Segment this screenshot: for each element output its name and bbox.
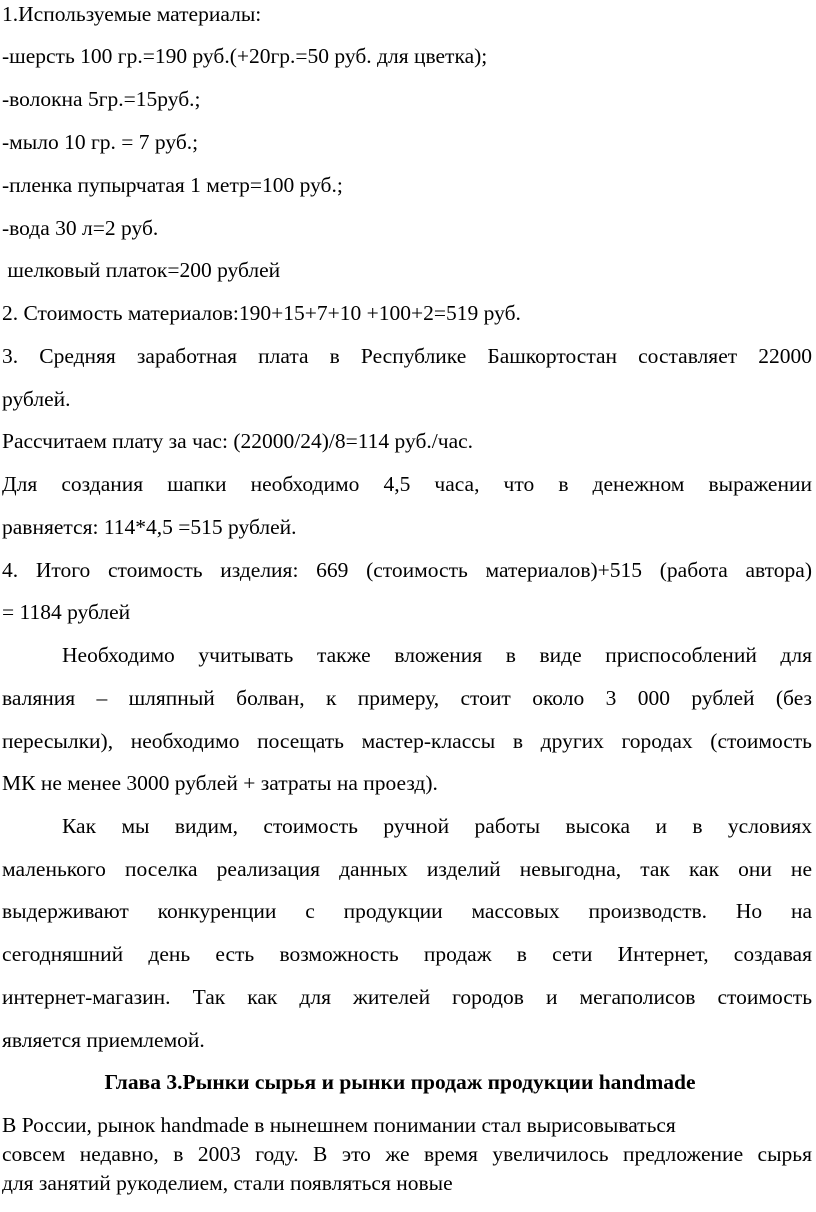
cost-paragraph-line-2: маленького поселка реализация данных изделий невыгодна, так как они не <box>2 857 812 881</box>
chapter-3-line-2: совсем недавно, в 2003 году. В это же время увеличилось предложение сырья <box>2 1142 812 1166</box>
material-item-soap: -мыло 10 гр. = 7 руб.; <box>2 130 199 154</box>
salary-line-1: 3. Средняя заработная плата в Республике Башкортостан составляет 22000 <box>2 344 812 368</box>
hat-time-line-2: равняется: 114*4,5 =515 рублей. <box>2 515 297 539</box>
material-item-wool: -шерсть 100 гр.=190 руб.(+20гр.=50 руб. для цветка); <box>2 44 488 68</box>
tools-paragraph-line-3: пересылки), необходимо посещать мастер-классы в других городах (стоимость <box>2 729 812 753</box>
cost-paragraph-line-3: выдерживают конкуренции с продукции массовых производств. Но на <box>2 899 812 923</box>
tools-paragraph-line-2: валяния – шляпный болван, к примеру, стоит около 3 000 рублей (без <box>2 686 812 710</box>
hourly-rate-line: Рассчитаем плату за час: (22000/24)/8=114 руб./час. <box>2 429 474 453</box>
cost-paragraph-line-4: сегодняшний день есть возможность продаж в сети Интернет, создавая <box>2 942 812 966</box>
total-cost-line-2: = 1184 рублей <box>2 600 131 624</box>
material-item-fibers: -волокна 5гр.=15руб.; <box>2 87 201 111</box>
salary-line-2: рублей. <box>2 387 71 411</box>
materials-cost-line: 2. Стоимость материалов:190+15+7+10 +100+2=519 руб. <box>2 301 521 325</box>
material-item-bubble-film: -пленка пупырчатая 1 метр=100 руб.; <box>2 173 343 197</box>
cost-paragraph-line-5: интернет-магазин. Так как для жителей городов и мегаполисов стоимость <box>2 985 812 1009</box>
tools-paragraph-line-1: Необходимо учитывать также вложения в виде приспособлений для <box>62 643 812 667</box>
material-item-water: -вода 30 л=2 руб. <box>2 216 159 240</box>
cost-paragraph-line-6: является приемлемой. <box>2 1028 205 1052</box>
materials-title: 1.Используемые материалы: <box>2 2 262 26</box>
tools-paragraph-line-4: МК не менее 3000 рублей + затраты на проезд). <box>2 771 438 795</box>
hat-time-line-1: Для создания шапки необходимо 4,5 часа, что в денежном выражении <box>2 472 812 496</box>
cost-paragraph-line-1: Как мы видим, стоимость ручной работы высока и в условиях <box>62 814 812 838</box>
total-cost-line-1: 4. Итого стоимость изделия: 669 (стоимость материалов)+515 (работа автора) <box>2 558 812 582</box>
material-item-silk-scarf: шелковый платок=200 рублей <box>2 258 281 282</box>
chapter-3-heading: Глава 3.Рынки сырья и рынки продаж продукции handmade <box>104 1070 696 1094</box>
chapter-3-line-1: В России, рынок handmade в нынешнем понимании стал вырисовываться <box>2 1113 676 1137</box>
chapter-3-line-3: для занятий рукоделием, стали появляться новые <box>2 1171 453 1195</box>
